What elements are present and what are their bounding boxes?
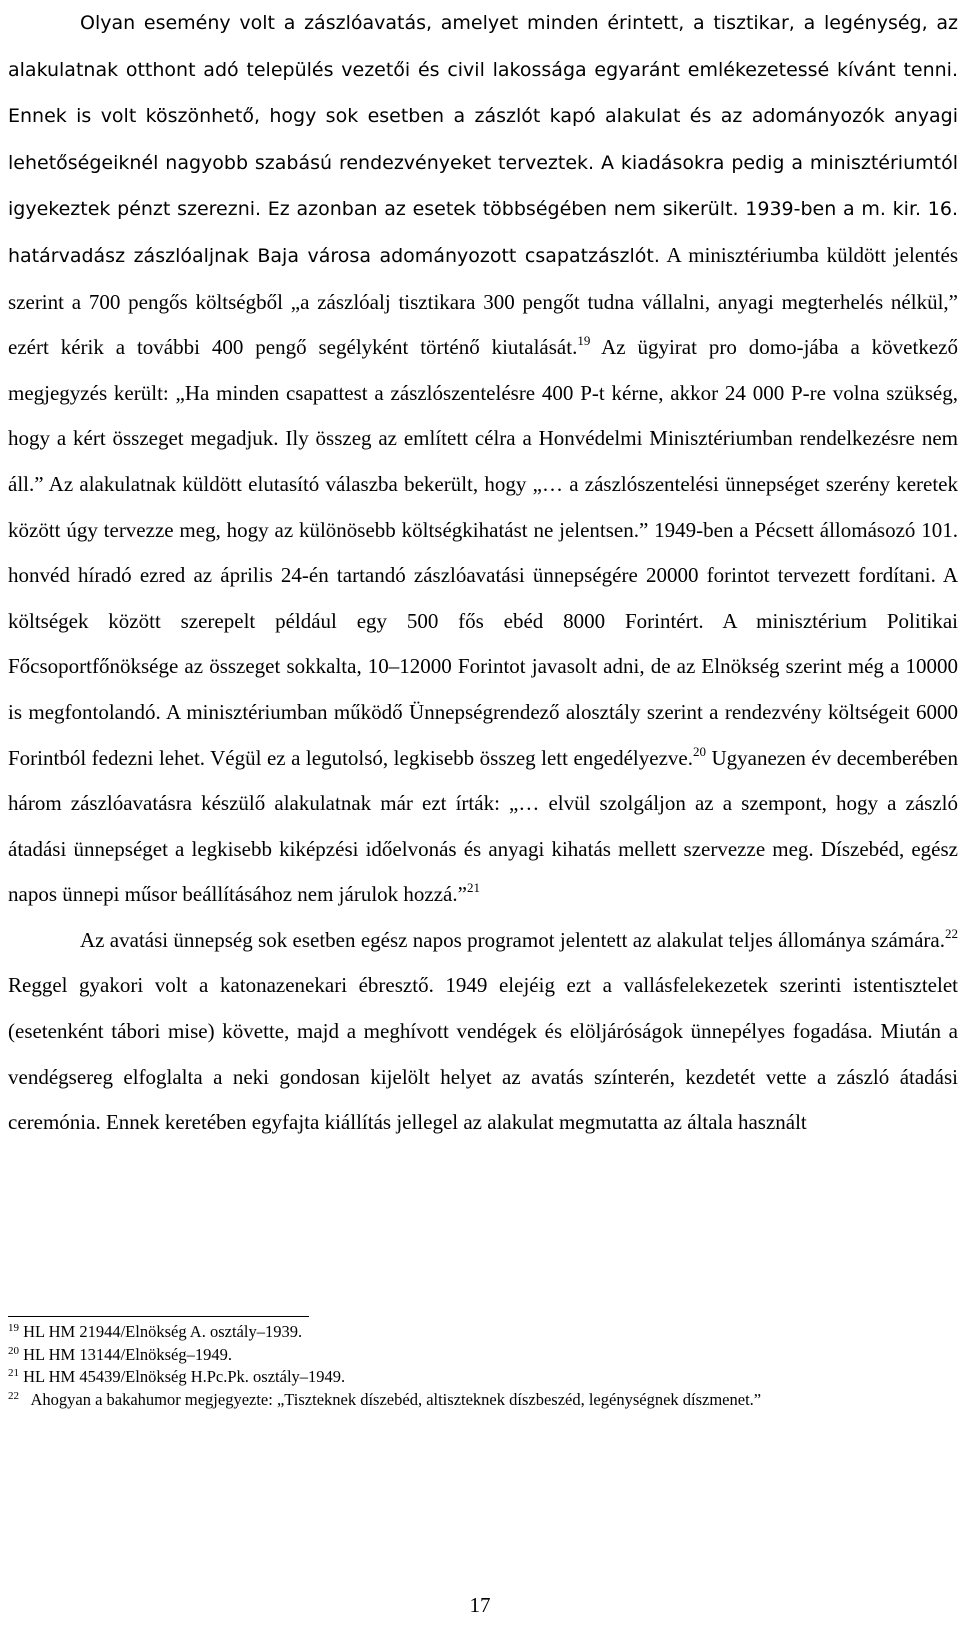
paragraph-2 xyxy=(8,918,958,1146)
page-number: 17 xyxy=(469,1593,491,1617)
footnote-separator xyxy=(8,1316,309,1317)
footnote-22 xyxy=(8,1389,958,1412)
footnote-text: HL HM 45439/Elnökség H.Pc.Pk. osztály–1949. xyxy=(23,1367,346,1386)
footnote-21 xyxy=(8,1366,958,1389)
footnote-number: 19 xyxy=(8,1322,19,1334)
paragraph-2-text-2: Reggel gyakori volt a katonazenekari ébresztő. 1949 elejéig ezt a vallásfelekezetek szerinti istentisztelet (esetenként tábori mise) követte, majd a meghívott vendégek és elöljáróságok ünnepélyes fogadása. Miután a vendégsereg elfoglalta a neki gondosan kijelölt helyet az avatás színterén, kezdetét vette a zászló átadási ceremónia. Ennek keretében egyfajta kiállítás jellegel az alakulat megmutatta az általa használt xyxy=(8,973,958,1135)
body-text xyxy=(8,0,958,1146)
footnote-ref-21[interactable]: 21 xyxy=(466,880,480,896)
footnote-number: 20 xyxy=(8,1344,19,1357)
footnote-text: HL HM 21944/Elnökség A. osztály–1939. xyxy=(23,1322,303,1341)
footnote-number: 21 xyxy=(8,1367,19,1379)
footnote-ref-19[interactable]: 19 xyxy=(577,333,591,349)
paragraph-1-sans-text: Olyan esemény volt a zászlóavatás, amelyet minden érintett, a tisztikar, a legénység, az alakulatnak otthont adó település vezetői és civil lakossága egyaránt emlékezetessé kívánt tenni. Ennek is volt köszönhető, hogy sok esetben a zászlót kapó alakulat és az adományozók anyagi lehetőségeiknél nagyobb szabású rendezvényeket terveztek. A kiadásokra pedig a minisztériumtól igyekeztek pénzt szerezni. Ez azonban az esetek többségében nem sikerült. 1939-ben a m. kir. 16. határvadász zászlóaljnak Baja városa adományozott csapatzászlót. xyxy=(8,12,958,267)
footnote-20 xyxy=(8,1344,958,1367)
footnotes xyxy=(8,1321,958,1411)
footnote-number: 22 xyxy=(8,1389,19,1402)
footnote-text: HL HM 13144/Elnökség–1949. xyxy=(23,1344,232,1364)
paragraph-2-text-1: Az avatási ünnepség sok esetben egész napos programot jelentett az alakulat teljes állománya számára. xyxy=(80,927,945,952)
paragraph-1-text-4: Ugyanezen év decemberében három zászlóavatásra készülő alakulatnak már ezt írták: „… elvül szolgáljon az a szempont, hogy a zászló átadási ünnepséget a legkisebb kiképzési időelvonás és anyagi kihatás mellett szervezze meg. Díszebéd, egész napos ünnepi műsor beállításához nem járulok hozzá.” xyxy=(8,745,958,907)
footnote-19 xyxy=(8,1321,958,1344)
paragraph-1-text-2: A minisztériumba küldött jelentés szerint a 700 pengős költségből „a zászlóalj tisztikara 300 pengőt tudna vállalni, anyagi megterhelés nélkül,” ezért kérik a további 400 pengő segélyként történő kiutalását. xyxy=(8,242,958,360)
footnote-ref-20[interactable]: 20 xyxy=(692,743,706,759)
footnote-text: Ahogyan a bakahumor megjegyezte: „Tiszteknek díszebéd, altiszteknek díszbeszéd, legénységnek díszmenet.” xyxy=(30,1389,762,1409)
footnote-ref-22[interactable]: 22 xyxy=(945,925,958,941)
paragraph-1-text-3: Az ügyirat pro domo-jába a következő megjegyzés került: „Ha minden csapattest a zászlószentelésre 400 P-t kérne, akkor 24 000 P-re volna szükség, hogy a kért összeget megadjuk. Ily összeg az említett célra a Honvédelmi Minisztériumban rendelkezésre nem áll.” Az alakulatnak küldött elutasító válaszba bekerült, hogy „… a zászlószentelési ünnepséget szerény keretek között úgy tervezze meg, hogy az különösebb költségkihatást ne jelentsen.” 1949-ben a Pécsett állomásozó 101. honvéd híradó ezred az április 24-én tartandó zászlóavatási ünnepségére 20000 forintot tervezett fordítani. A költségek között szerepelt például egy 500 fős ebéd 8000 Forintért. A minisztérium Politikai Főcsoportfőnöksége az összeget sokkalta, 10–12000 Forintot javasolt adni, de az Elnökség szerint még a 10000 is megfontolandó. A minisztériumban működő Ünnepségrendező alosztály szerint a rendezvény költségeit 6000 Forintból fedezni lehet. Végül ez a legutolsó, legkisebb összeg lett engedélyezve. xyxy=(8,335,958,770)
paragraph-1 xyxy=(8,0,958,918)
